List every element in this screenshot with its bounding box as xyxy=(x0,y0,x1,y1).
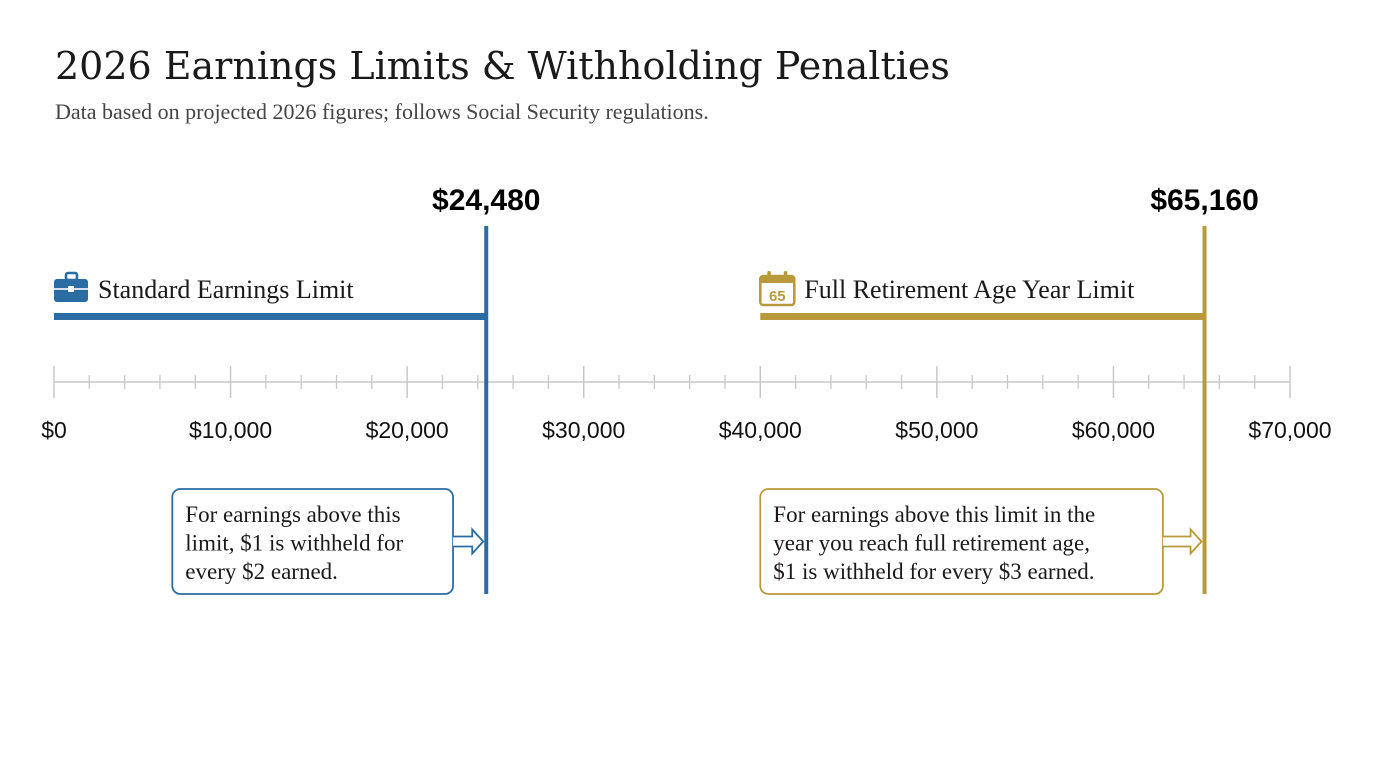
tick-label: $10,000 xyxy=(189,417,273,443)
note-arrow xyxy=(453,530,483,554)
note-text-line: $1 is withheld for every $3 earned. xyxy=(773,559,1095,584)
note-text-line: For earnings above this limit in the xyxy=(773,502,1096,527)
note-text-line: For earnings above this xyxy=(185,502,401,527)
limit-category-label: Full Retirement Age Year Limit xyxy=(804,275,1135,304)
tick-label: $0 xyxy=(41,417,67,443)
note-text-line: year you reach full retirement age, xyxy=(773,530,1091,556)
page-title: 2026 Earnings Limits & Withholding Penalties xyxy=(55,44,950,88)
tick-label: $50,000 xyxy=(895,417,979,443)
tick-label: $60,000 xyxy=(1071,417,1155,443)
tick-label: $70,000 xyxy=(1248,417,1332,443)
limit-category-label: Standard Earnings Limit xyxy=(98,275,354,304)
briefcase-icon xyxy=(54,273,88,302)
note-text-line: every $2 earned. xyxy=(185,559,338,584)
tick-label: $30,000 xyxy=(542,417,626,443)
page-subtitle: Data based on projected 2026 figures; follows Social Security regulations. xyxy=(55,99,709,124)
note-arrow xyxy=(1163,530,1202,554)
tick-label: $20,000 xyxy=(365,417,449,443)
limit-value-label: $65,160 xyxy=(1150,184,1259,217)
note-text-line: limit, $1 is withheld for xyxy=(185,530,404,556)
limit-value-label: $24,480 xyxy=(432,184,541,217)
tick-label: $40,000 xyxy=(718,417,802,443)
calendar-icon-number: 65 xyxy=(768,288,786,305)
